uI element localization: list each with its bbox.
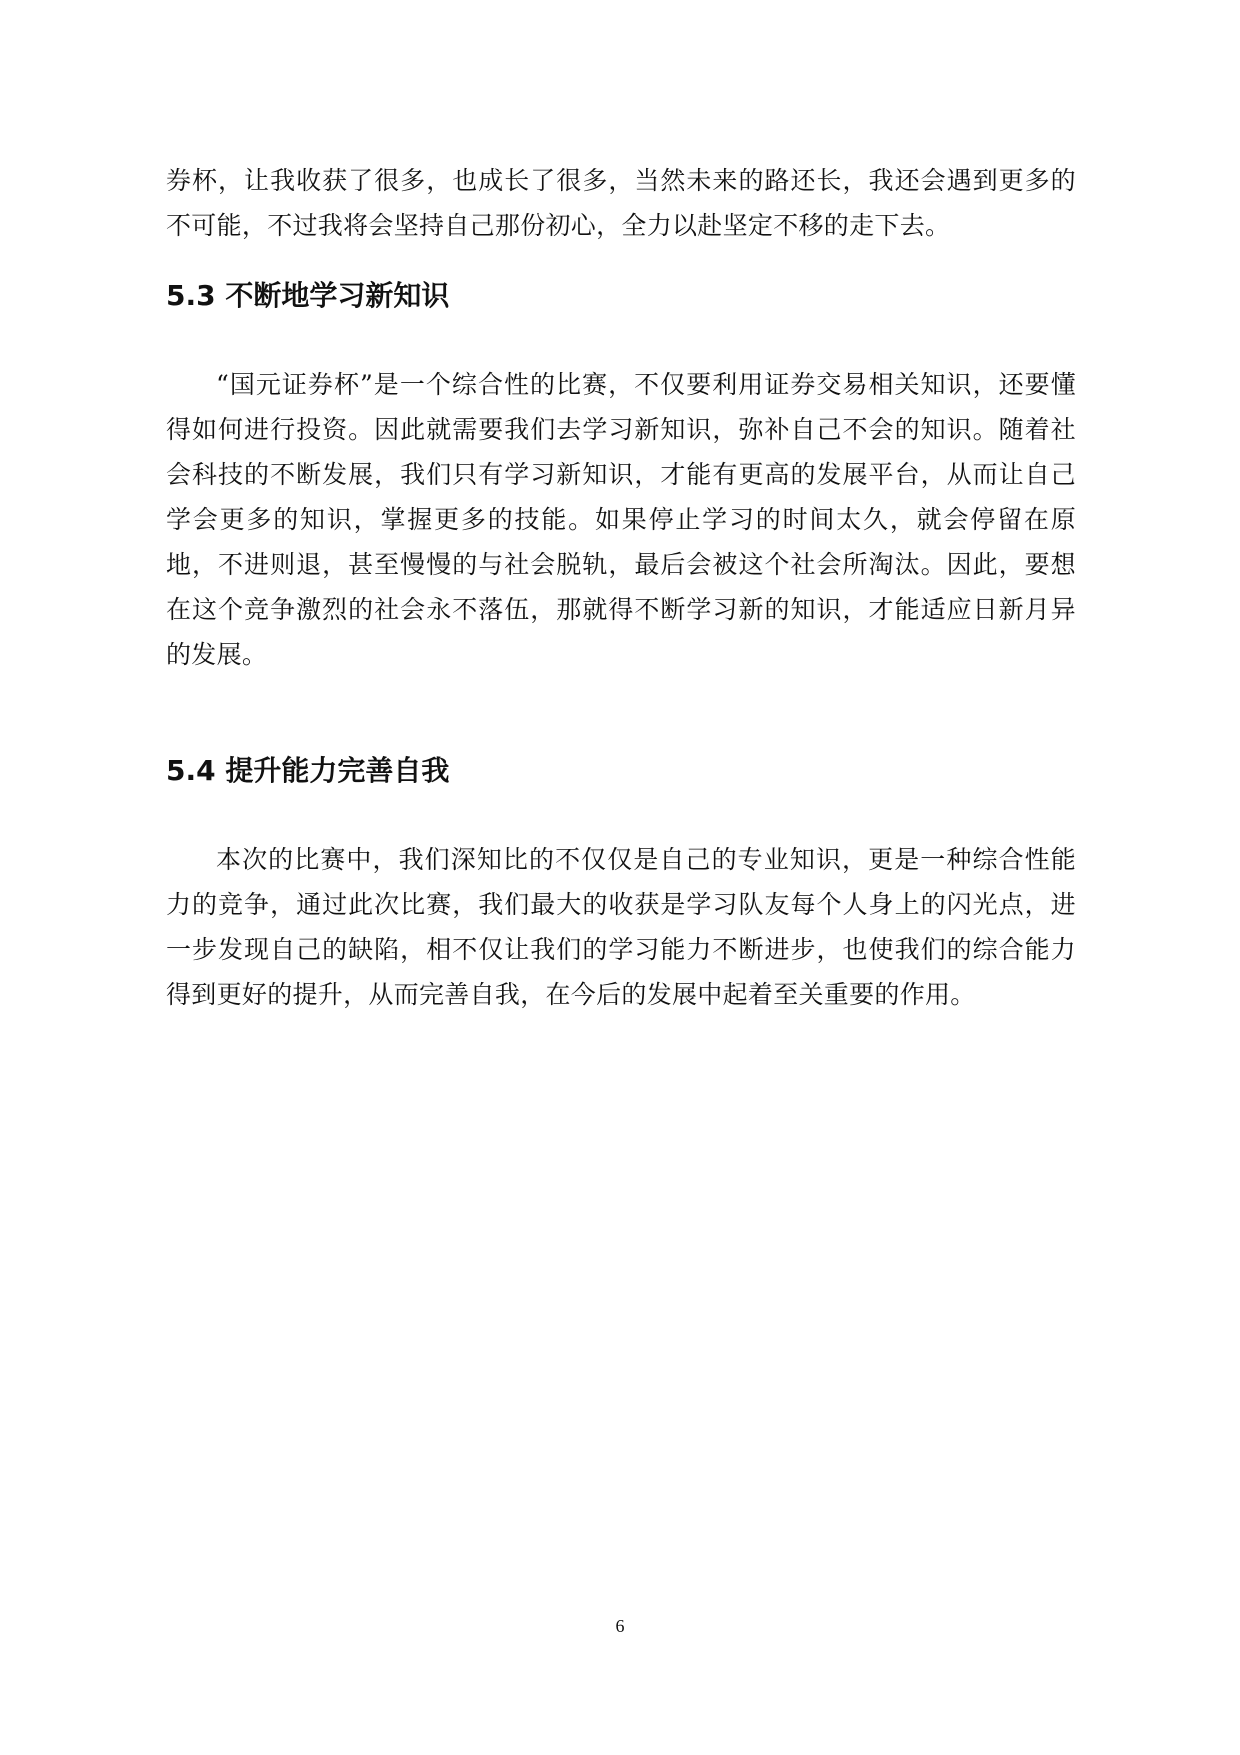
- page-content: [166, 158, 1076, 1017]
- section-5-4-paragraph: 本次的比赛中，我们深知比的不仅仅是自己的专业知识，更是一种综合性能力的竞争，通过此次比赛，我们最大的收获是学习队友每个人身上的闪光点，进一步发现自己的缺陷，相不仅让我们的学习能力不断进步，也使我们的综合能力得到更好的提升，从而完善自我，在今后的发展中起着至关重要的作用。: [166, 845, 1076, 1009]
- section-5-3-paragraph: “国元证券杯”是一个综合性的比赛，不仅要利用证券交易相关知识，还要懂得如何进行投资。因此就需要我们去学习新知识，弥补自己不会的知识。随着社会科技的不断发展，我们只有学习新知识，才能有更高的发展平台，从而让自己学会更多的知识，掌握更多的技能。如果停止学习的时间太久，就会停留在原地，不进则退，甚至慢慢的与社会脱轨，最后会被这个社会所淘汰。因此，要想在这个竞争激烈的社会永不落伍，那就得不断学习新的知识，才能适应日新月异的发展。: [166, 370, 1076, 669]
- section-heading-5-3: 5.3 不断地学习新知识: [166, 279, 450, 312]
- continuation-paragraph: 券杯，让我收获了很多，也成长了很多，当然未来的路还长，我还会遇到更多的不可能，不过我将会坚持自己那份初心，全力以赴坚定不移的走下去。: [166, 166, 1076, 240]
- section-heading-5-4: 5.4 提升能力完善自我: [166, 754, 450, 787]
- page-number: 6: [615, 1616, 625, 1636]
